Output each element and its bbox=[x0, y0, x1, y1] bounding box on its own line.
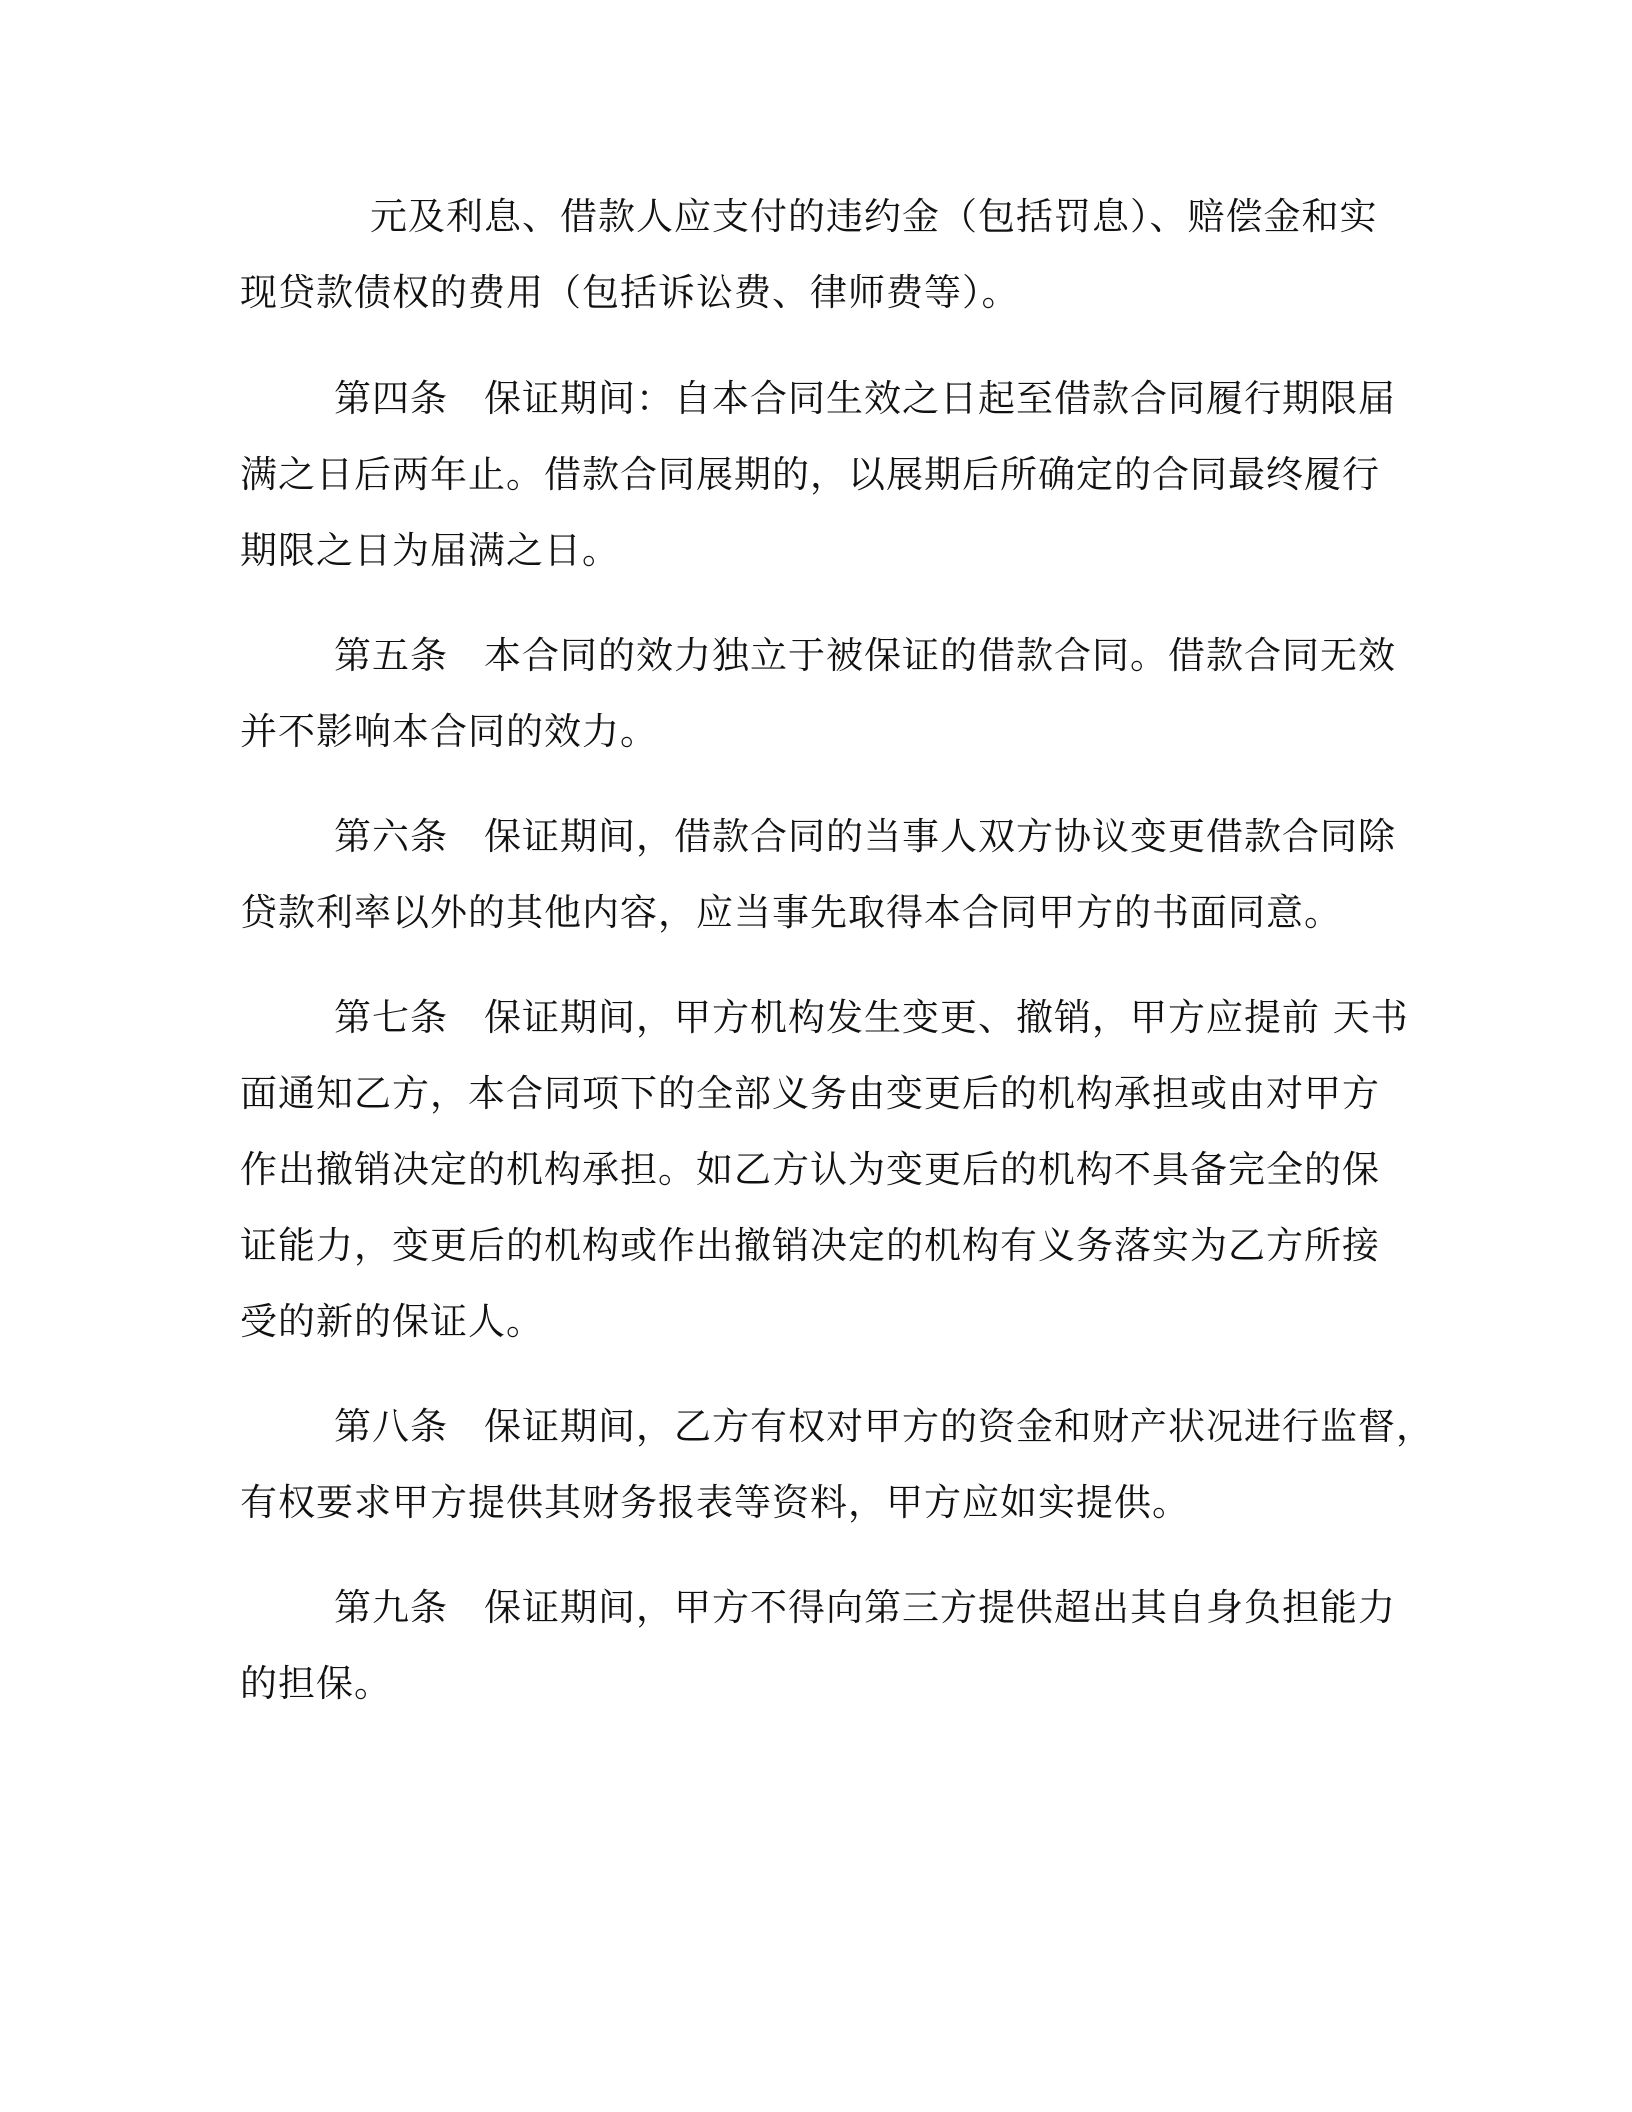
article-5-line-2: 并不影响本合同的效力。 bbox=[240, 710, 658, 753]
article-4-line-3: 期限之日为届满之日。 bbox=[240, 529, 620, 572]
article-number: 第六条 bbox=[334, 815, 448, 858]
article-5-first-line bbox=[334, 632, 1396, 680]
article-number: 第九条 bbox=[334, 1586, 448, 1629]
article-4-first-line bbox=[334, 375, 1396, 423]
article-text: 保证期间：自本合同生效之日起至借款合同履行期限届 bbox=[484, 377, 1396, 420]
article-9-first-line bbox=[334, 1584, 1396, 1632]
article-text: 保证期间，乙方有权对甲方的资金和财产状况进行监督， bbox=[484, 1405, 1434, 1448]
article-text: 本合同的效力独立于被保证的借款合同。借款合同无效 bbox=[484, 634, 1396, 677]
article-6-first-line bbox=[334, 813, 1396, 861]
article-7-first-line bbox=[334, 994, 1409, 1042]
continuation-line-2: 现贷款债权的费用（包括诉讼费、律师费等）。 bbox=[240, 271, 1020, 314]
article-number: 第五条 bbox=[334, 634, 448, 677]
article-text: 保证期间，甲方不得向第三方提供超出其自身负担能力 bbox=[484, 1586, 1396, 1629]
article-4-line-2: 满之日后两年止。借款合同展期的，以展期后所确定的合同最终履行 bbox=[240, 453, 1380, 496]
article-text: 保证期间，借款合同的当事人双方协议变更借款合同除 bbox=[484, 815, 1396, 858]
article-number: 第八条 bbox=[334, 1405, 448, 1448]
article-7-line-2: 面通知乙方，本合同项下的全部义务由变更后的机构承担或由对甲方 bbox=[240, 1072, 1380, 1115]
article-8-first-line bbox=[334, 1403, 1434, 1451]
continuation-line-1: 元及利息、借款人应支付的违约金（包括罚息）、赔偿金和实 bbox=[370, 195, 1378, 238]
article-6-line-2: 贷款利率以外的其他内容，应当事先取得本合同甲方的书面同意。 bbox=[240, 891, 1342, 934]
article-7-line-3: 作出撤销决定的机构承担。如乙方认为变更后的机构不具备完全的保 bbox=[240, 1148, 1380, 1191]
article-8-line-2: 有权要求甲方提供其财务报表等资料，甲方应如实提供。 bbox=[240, 1481, 1190, 1524]
article-7-line-4: 证能力，变更后的机构或作出撤销决定的机构有义务落实为乙方所接 bbox=[240, 1224, 1380, 1267]
article-number: 第四条 bbox=[334, 377, 448, 420]
article-number: 第七条 bbox=[334, 996, 448, 1039]
article-7-line-5: 受的新的保证人。 bbox=[240, 1300, 544, 1343]
article-9-line-2: 的担保。 bbox=[240, 1662, 392, 1705]
article-text: 保证期间，甲方机构发生变更、撤销，甲方应提前 天书 bbox=[484, 996, 1409, 1039]
